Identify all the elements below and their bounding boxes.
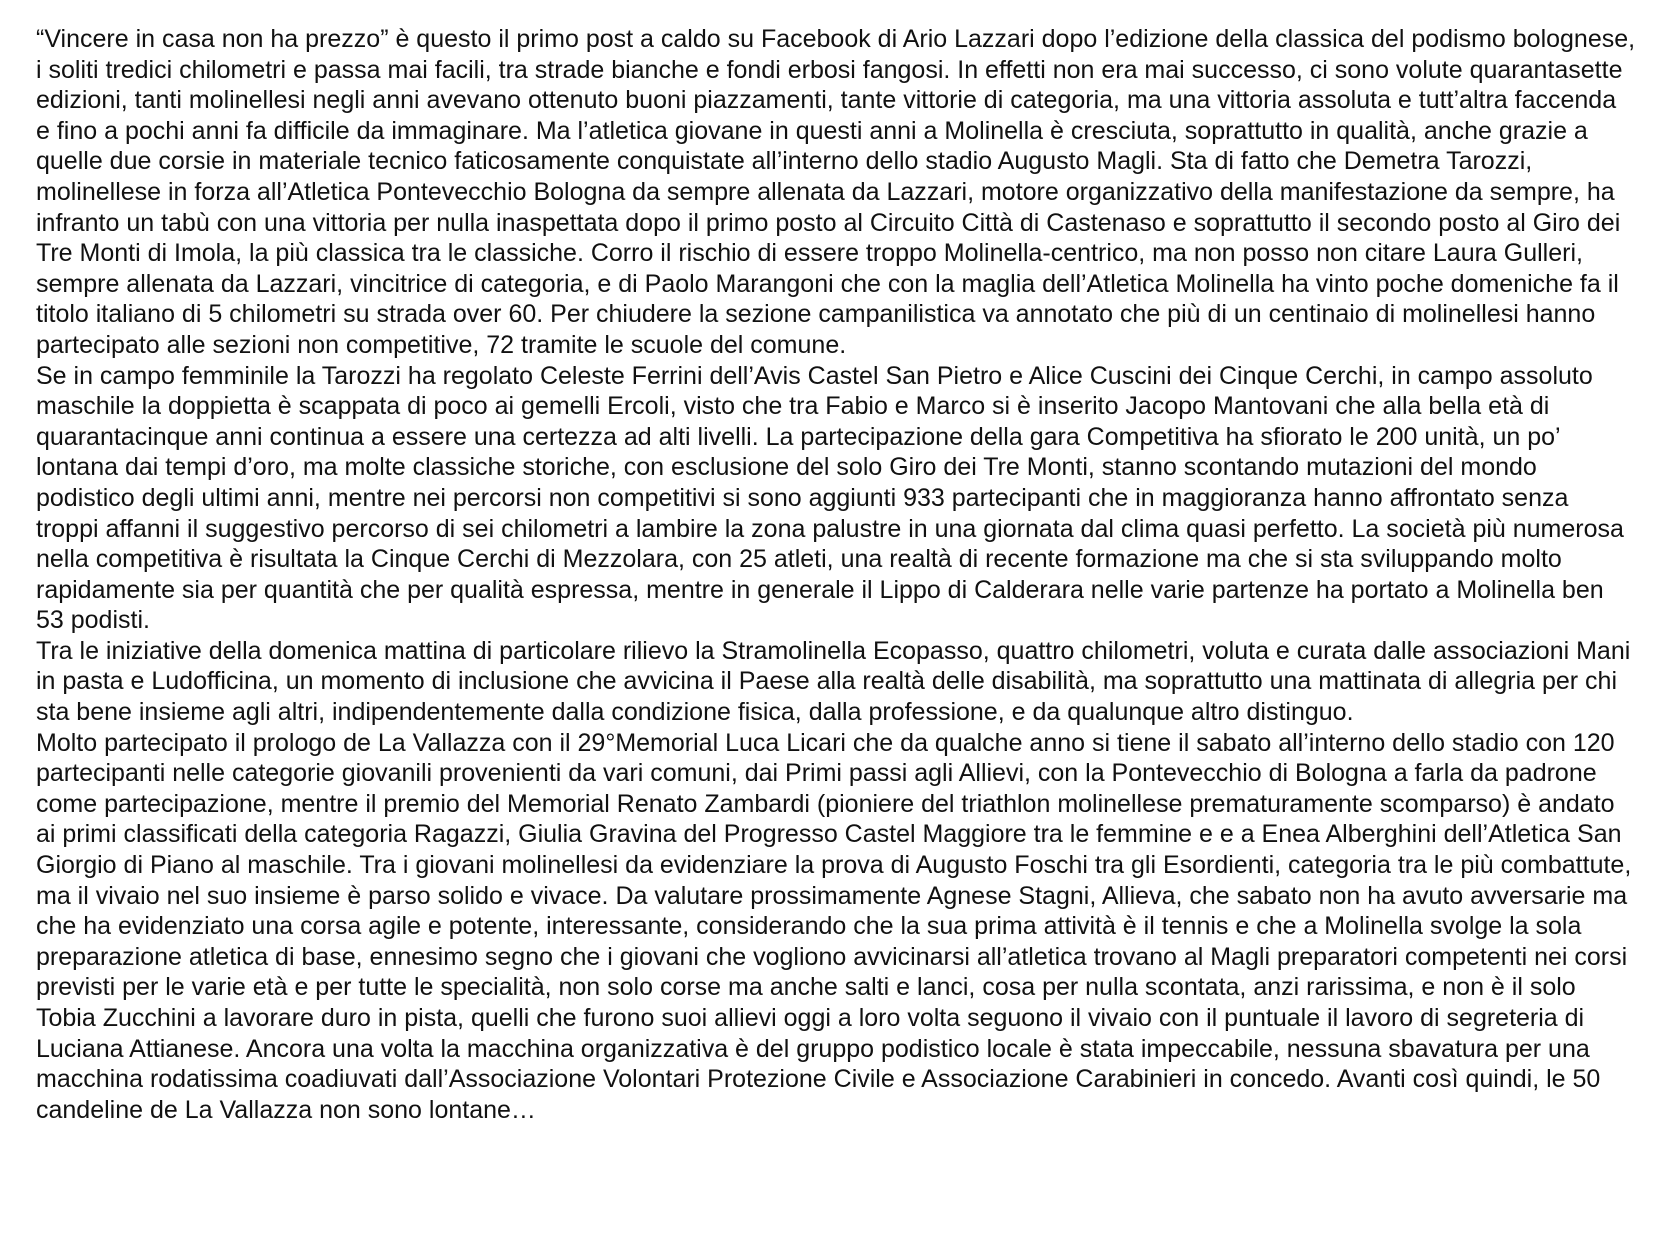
- paragraph-1: “Vincere in casa non ha prezzo” è questo il primo post a caldo su Facebook di Ario Lazzari dopo l’edizione della classica del podismo bolognese, i soliti tredici chilometri e passa mai facili, tra strade bianche e fondi erbosi fangosi. In effetti non era mai successo, ci sono volute quarantasette edizioni, tanti molinellesi negli anni avevano ottenuto buoni piazzamenti, tante vittorie di categoria, ma una vittoria assoluta e tutt’altra faccenda e fino a pochi anni fa difficile da immaginare. Ma l’atletica giovane in questi anni a Molinella è cresciuta, soprattutto in qualità, anche grazie a quelle due corsie in materiale tecnico faticosamente conquistate all’interno dello stadio Augusto Magli. Sta di fatto che Demetra Tarozzi, molinellese in forza all’Atletica Pontevecchio Bologna da sempre allenata da Lazzari, motore organizzativo della manifestazione da sempre, ha infranto un tabù con una vittoria per nulla inaspettata dopo il primo posto al Circuito Città di Castenaso e soprattutto il secondo posto al Giro dei Tre Monti di Imola, la più classica tra le classiche. Corro il rischio di essere troppo Molinella-centrico, ma non posso non citare Laura Gulleri, sempre allenata da Lazzari, vincitrice di categoria, e di Paolo Marangoni che con la maglia dell’Atletica Molinella ha vinto poche domeniche fa il titolo italiano di 5 chilometri su strada over 60. Per chiudere la sezione campanilistica va annotato che più di un centinaio di molinellesi hanno partecipato alle sezioni non competitive, 72 tramite le scuole del comune.: [36, 25, 1636, 359]
- paragraph-2: Se in campo femminile la Tarozzi ha regolato Celeste Ferrini dell’Avis Castel San Pietro e Alice Cuscini dei Cinque Cerchi, in campo assoluto maschile la doppietta è scappata di poco ai gemelli Ercoli, visto che tra Fabio e Marco si è inserito Jacopo Mantovani che alla bella età di quarantacinque anni continua a essere una certezza ad alti livelli. La partecipazione della gara Competitiva ha sfiorato le 200 unità, un po’ lontana dai tempi d’oro, ma molte classiche storiche, con esclusione del solo Giro dei Tre Monti, stanno scontando mutazioni del mondo podistico degli ultimi anni, mentre nei percorsi non competitivi si sono aggiunti 933 partecipanti che in maggioranza hanno affrontato senza troppi affanni il suggestivo percorso di sei chilometri a lambire la zona palustre in una giornata dal clima quasi perfetto. La società più numerosa nella competitiva è risultata la Cinque Cerchi di Mezzolara, con 25 atleti, una realtà di recente formazione ma che si sta sviluppando molto rapidamente sia per quantità che per qualità espressa, mentre in generale il Lippo di Calderara nelle varie partenze ha portato a Molinella ben 53 podisti.: [36, 361, 1624, 635]
- article-body: [36, 24, 1636, 1125]
- paragraph-3: Tra le iniziative della domenica mattina di particolare rilievo la Stramolinella Ecopasso, quattro chilometri, voluta e curata dalle associazioni Mani in pasta e Ludofficina, un momento di inclusione che avvicina il Paese alla realtà delle disabilità, ma soprattutto una mattinata di allegria per chi sta bene insieme agli altri, indipendentemente dalla condizione fisica, dalla professione, e da qualunque altro distinguo.: [36, 636, 1631, 727]
- paragraph-4: Molto partecipato il prologo de La Vallazza con il 29°Memorial Luca Licari che da qualche anno si tiene il sabato all’interno dello stadio con 120 partecipanti nelle categorie giovanili provenienti da vari comuni, dai Primi passi agli Allievi, con la Pontevecchio di Bologna a farla da padrone come partecipazione, mentre il premio del Memorial Renato Zambardi (pioniere del triathlon molinellese prematuramente scomparso) è andato ai primi classificati della categoria Ragazzi, Giulia Gravina del Progresso Castel Maggiore tra le femmine e e a Enea Alberghini dell’Atletica San Giorgio di Piano al maschile. Tra i giovani molinellesi da evidenziare la prova di Augusto Foschi tra gli Esordienti, categoria tra le più combattute, ma il vivaio nel suo insieme è parso solido e vivace. Da valutare prossimamente Agnese Stagni, Allieva, che sabato non ha avuto avversarie ma che ha evidenziato una corsa agile e potente, interessante, considerando che la sua prima attività è il tennis e che a Molinella svolge la sola preparazione atletica di base, ennesimo segno che i giovani che vogliono avvicinarsi all’atletica trovano al Magli preparatori competenti nei corsi previsti per le varie età e per tutte le specialità, non solo corse ma anche salti e lanci, cosa per nulla scontata, anzi rarissima, e non è il solo Tobia Zucchini a lavorare duro in pista, quelli che furono suoi allievi oggi a loro volta seguono il vivaio con il puntuale il lavoro di segreteria di Luciana Attianese. Ancora una volta la macchina organizzativa è del gruppo podistico locale è stata impeccabile, nessuna sbavatura per una macchina rodatissima coadiuvati dall’Associazione Volontari Protezione Civile e Associazione Carabinieri in concedo. Avanti così quindi, le 50 candeline de La Vallazza non sono lontane…: [36, 728, 1632, 1124]
